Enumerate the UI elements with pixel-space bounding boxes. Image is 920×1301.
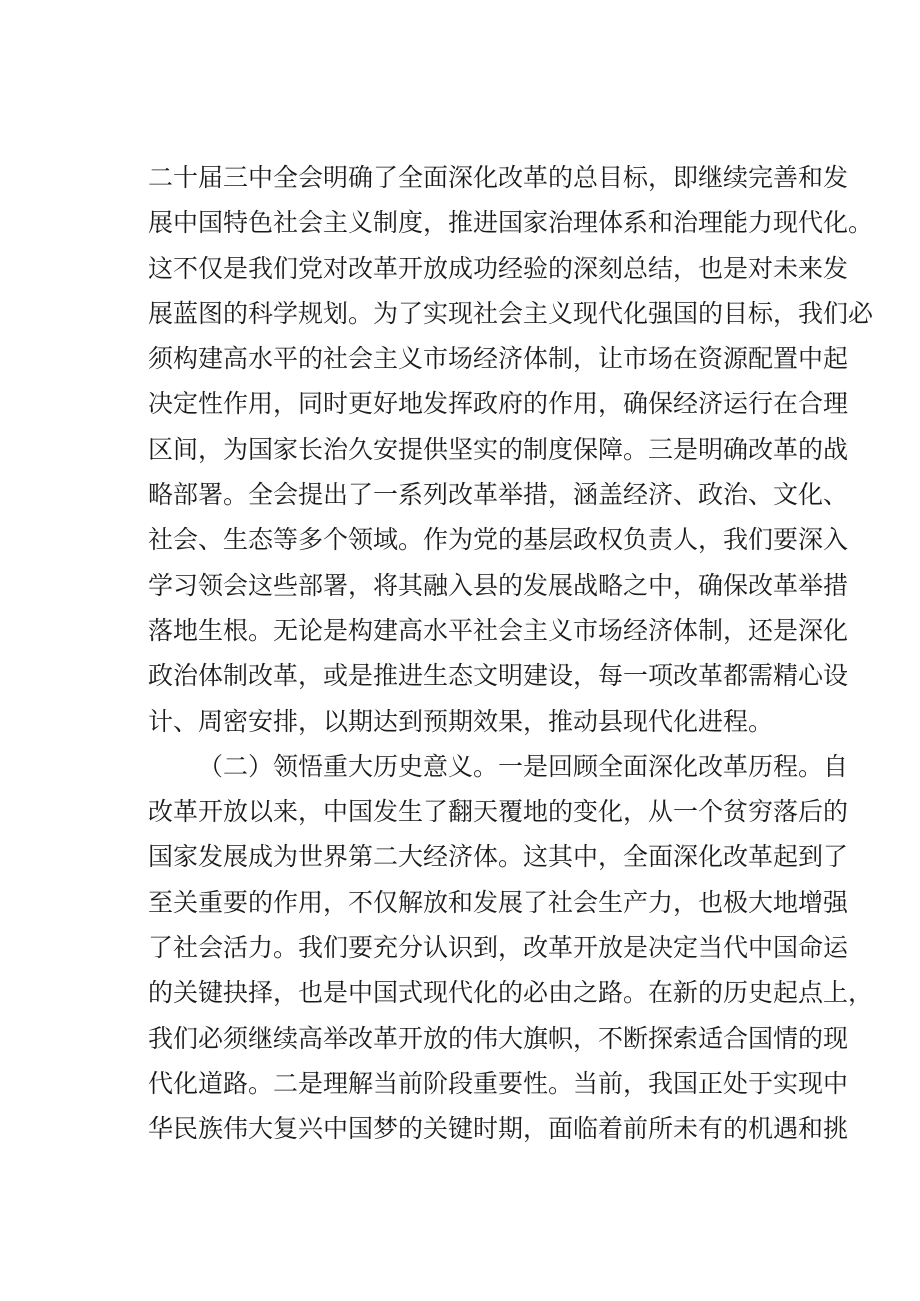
paragraph-line: 国家发展成为世界第二大经济体。这其中，全面深化改革起到了	[148, 842, 849, 872]
document-body	[148, 155, 874, 1152]
paragraph-line: 我们必须继续高举改革开放的伟大旗帜，不断探索适合国情的现	[148, 1023, 849, 1053]
paragraph-line: 了社会活力。我们要充分认识到，改革开放是决定当代中国命运	[148, 933, 849, 963]
paragraph-line: 略部署。全会提出了一系列改革举措，涵盖经济、政治、文化、	[148, 480, 849, 510]
paragraph-line: 代化道路。二是理解当前阶段重要性。当前，我国正处于实现中	[148, 1068, 849, 1098]
paragraph-line: 须构建高水平的社会主义市场经济体制，让市场在资源配置中起	[148, 344, 849, 374]
paragraph-line: 至关重要的作用，不仅解放和发展了社会生产力，也极大地增强	[148, 887, 849, 917]
paragraph-line: 展蓝图的科学规划。为了实现社会主义现代化强国的目标，我们必	[148, 298, 874, 328]
paragraph-line: 这不仅是我们党对改革开放成功经验的深刻总结，也是对未来发	[148, 253, 849, 283]
paragraph-line: 计、周密安排，以期达到预期效果，推动县现代化进程。	[148, 706, 774, 736]
paragraph-1	[148, 155, 874, 744]
paragraph-line: 展中国特色社会主义制度，推进国家治理体系和治理能力现代化。	[148, 208, 874, 238]
paragraph-line: 改革开放以来，中国发生了翻天覆地的变化，从一个贫穷落后的	[148, 797, 849, 827]
paragraph-line: 落地生根。无论是构建高水平社会主义市场经济体制，还是深化	[148, 615, 849, 645]
paragraph-line: 的关键抉择，也是中国式现代化的必由之路。在新的历史起点上，	[148, 978, 874, 1008]
paragraph-2	[148, 744, 874, 1152]
paragraph-line: 政治体制改革，或是推进生态文明建设，每一项改革都需精心设	[148, 661, 849, 691]
paragraph-line: 学习领会这些部署，将其融入县的发展战略之中，确保改革举措	[148, 570, 849, 600]
paragraph-line: （二）领悟重大历史意义。一是回顾全面深化改革历程。自	[198, 751, 849, 781]
paragraph-line: 华民族伟大复兴中国梦的关键时期，面临着前所未有的机遇和挑	[148, 1114, 849, 1144]
paragraph-line: 决定性作用，同时更好地发挥政府的作用，确保经济运行在合理	[148, 389, 849, 419]
paragraph-line: 二十届三中全会明确了全面深化改革的总目标，即继续完善和发	[148, 163, 849, 192]
paragraph-line: 社会、生态等多个领域。作为党的基层政权负责人，我们要深入	[148, 525, 849, 555]
paragraph-line: 区间，为国家长治久安提供坚实的制度保障。三是明确改革的战	[148, 434, 849, 464]
